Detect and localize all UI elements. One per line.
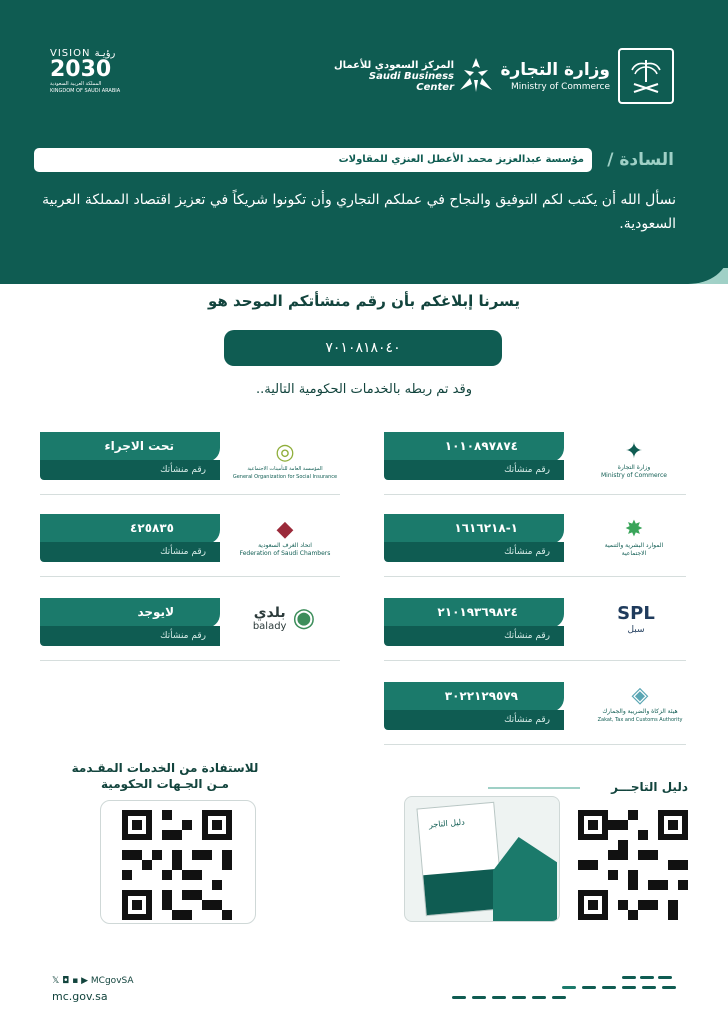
recipient-row (34, 148, 674, 172)
service-card (384, 598, 564, 646)
ministry-logo-text (500, 60, 610, 92)
recipient-name: مؤسسة عبدالعزيز محمد الأعطل العنزي للمقاولات (34, 148, 592, 172)
star-icon: ✸ (624, 517, 644, 542)
service-value: ٤٢٥٨٣٥ (40, 514, 220, 544)
spl-logo (600, 598, 672, 638)
wish-paragraph: نسأل الله أن يكتب لكم التوفيق والنجاح في عملكم التجاري وأن تكونوا شريكاً في تعزيز اقتصاد المملكة العربية السعودية. (42, 192, 676, 232)
vision-line2: 2030 (50, 57, 112, 82)
fsc-logo (230, 516, 340, 560)
footer-social[interactable] (52, 976, 134, 986)
ministry-logo-en: Ministry of Commerce (511, 82, 610, 92)
sbc-logo-text (332, 60, 454, 93)
booklet-green-shape (493, 837, 557, 921)
service-label: رقم منشأتك (384, 710, 564, 730)
palm-swords-icon (628, 56, 664, 96)
hrsd-logo (596, 510, 672, 566)
facebook-icon: ▪ (72, 976, 79, 986)
balady-logo-en: balady (252, 620, 287, 632)
service-value: تحت الاجراء (40, 432, 220, 462)
service-label: رقم منشأتك (40, 542, 220, 562)
balady-logo (236, 598, 332, 638)
moc-logo-en: Ministry of Commerce (601, 472, 667, 479)
service-label: رقم منشأتك (384, 460, 564, 480)
row-divider (40, 494, 340, 495)
row-divider (40, 576, 340, 577)
moc-logo (596, 432, 672, 488)
gosi-icon: ◎ (275, 440, 295, 465)
fsc-icon: ◆ (276, 517, 294, 542)
balady-logo-ar: بلدي (253, 604, 286, 621)
fsc-logo-en: Federation of Saudi Chambers (239, 550, 331, 557)
row-divider (384, 744, 686, 745)
moc-logo-ar: وزارة التجارة (617, 464, 651, 471)
booklet-band (423, 868, 504, 915)
spl-logo-ar: سبل (627, 625, 645, 635)
spl-logo-en: SPL (617, 603, 655, 624)
sbc-mark-icon (456, 56, 496, 94)
gosi-logo (232, 438, 338, 484)
palm-icon: ✦ (624, 439, 644, 464)
service-label: رقم منشأتك (384, 626, 564, 646)
service-card (40, 598, 220, 646)
service-label: رقم منشأتك (40, 626, 220, 646)
cta-text: للاستفادة من الخدمات المقـدمة مـن الجـهات الحكومية (71, 761, 259, 791)
service-card (40, 432, 220, 480)
ministry-emblem-icon (618, 48, 674, 104)
service-card (40, 514, 220, 562)
service-label: رقم منشأتك (384, 542, 564, 562)
balady-palm-icon: ◉ (292, 603, 316, 633)
fsc-logo-ar: اتحاد الغرف السعودية (258, 542, 312, 549)
zatca-logo (592, 676, 688, 732)
ministry-logo-ar: وزارة التجارة (500, 60, 610, 80)
service-card (384, 432, 564, 480)
service-value: لايوجد (40, 598, 220, 628)
service-card (384, 682, 564, 730)
social-handle: MCgovSA (90, 976, 134, 986)
x-icon: 𝕏 (52, 976, 60, 986)
instagram-icon: ◘ (62, 976, 70, 986)
row-divider (384, 494, 686, 495)
header-curve (0, 232, 728, 284)
hrsd-logo-ar: الموارد البشرية والتنمية الاجتماعية (604, 542, 664, 557)
sbc-logo-ar: المركز السعودي للأعمال (334, 60, 454, 71)
service-label: رقم منشأتك (40, 460, 220, 480)
guide-title-rule (488, 787, 580, 789)
services-qr-code[interactable] (122, 810, 232, 920)
unified-number: ٧٠١٠٨١٨٠٤٠ (224, 330, 502, 366)
booklet-page (416, 802, 503, 916)
gosi-logo-en: General Organization for Social Insurance (232, 474, 338, 480)
vision-line4: KINGDOM OF SAUDI ARABIA (50, 88, 121, 94)
intro-heading: يسرنا إبلاغكم بأن رقم منشأتكم الموحد هو (208, 292, 520, 310)
salutation: السادة / (607, 150, 674, 170)
vision-2030-logo (50, 48, 128, 95)
footer-website[interactable]: mc.gov.sa (52, 990, 108, 1003)
zatca-icon: ◈ (631, 683, 649, 708)
linked-services-text: وقد تم ربطه بالخدمات الحكومية التالية.. (256, 382, 472, 397)
service-value: ٢١٠١٩٣٦٩٨٢٤ (384, 598, 564, 628)
row-divider (40, 660, 340, 661)
row-divider (384, 660, 686, 661)
zatca-logo-ar: هيئة الزكاة والضريبة والجمارك (602, 708, 678, 715)
guide-qr-code[interactable] (578, 810, 688, 920)
zatca-logo-en: Zakat, Tax and Customs Authority (597, 717, 683, 723)
booklet-title: دليل التاجر (428, 817, 466, 830)
vision-line3: المملكة العربية السعودية (50, 81, 102, 87)
service-value: ١٠١٠٨٩٧٨٧٤ (384, 432, 564, 462)
row-divider (384, 576, 686, 577)
service-card (384, 514, 564, 562)
merchant-guide-booklet (404, 796, 560, 922)
vision-line1: VISION رؤيـة (50, 48, 116, 59)
decorative-dots (442, 972, 692, 1002)
sbc-logo-en: Saudi Business Center (368, 71, 454, 93)
service-value: ١-١٦١٦٢١٨ (384, 514, 564, 544)
gosi-logo-ar: المؤسسة العامة للتأمينات الاجتماعية (247, 466, 323, 472)
guide-title: دليل التاجـــر (611, 780, 688, 794)
youtube-icon: ▶ (81, 976, 89, 986)
service-value: ٣٠٢٢١٢٩٥٧٩ (384, 682, 564, 712)
